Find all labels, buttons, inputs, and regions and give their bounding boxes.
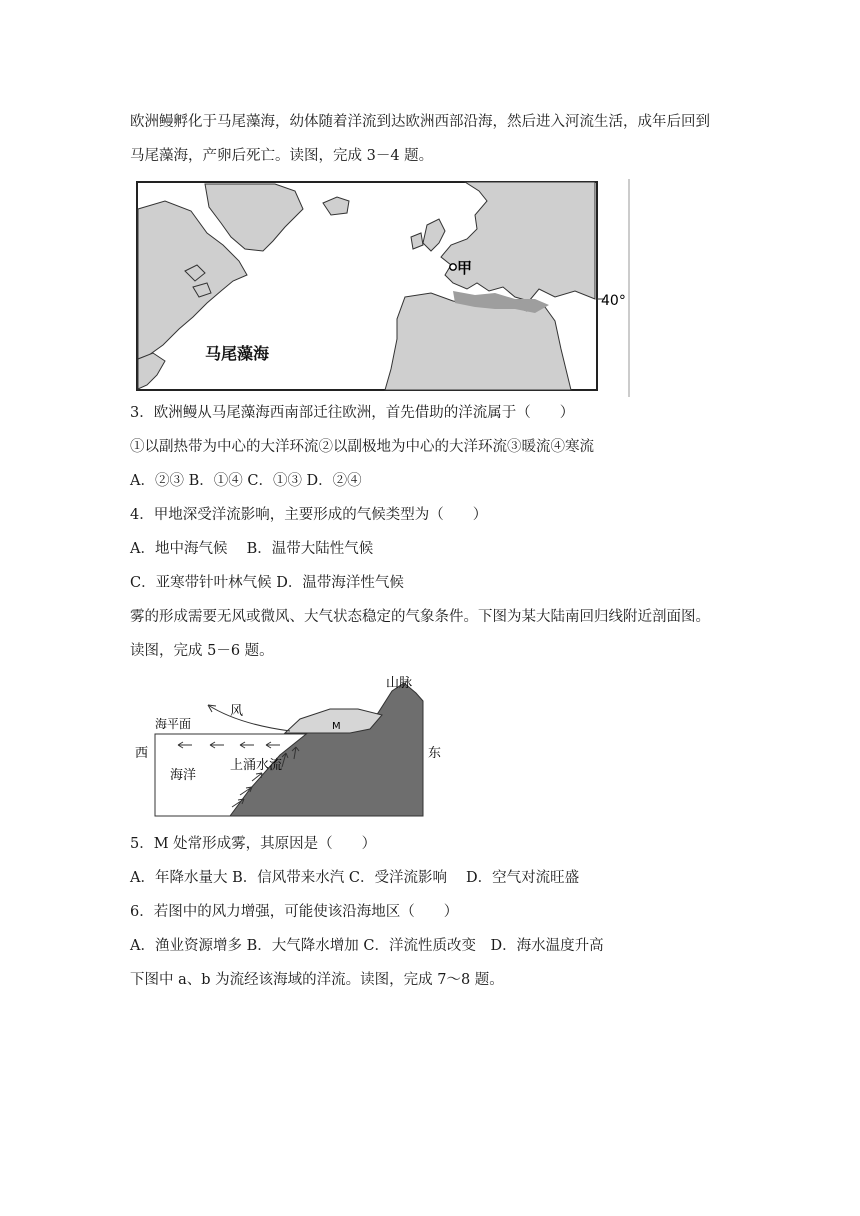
north-atlantic-map: [135, 179, 633, 397]
sargasso-sea-label: 马尾藻海: [205, 344, 270, 363]
intro-paragraph-line-2: 马尾藻海，产卵后死亡。读图，完成 3－4 题。: [130, 148, 434, 164]
point-jia-label: 甲: [457, 259, 473, 277]
question-4-options-line-2: C．亚寒带针叶林气候 D．温带海洋性气候: [130, 575, 404, 591]
intro-paragraph-line-1: 欧洲鳗孵化于马尾藻海，幼体随着洋流到达欧洲西部沿海，然后进入河流生活，成年后回到: [130, 114, 710, 130]
point-jia-marker: [450, 264, 456, 270]
wind-arrow: [208, 705, 290, 731]
wind-label: 风: [230, 704, 244, 719]
question-5-stem: 5．M 处常形成雾，其原因是（ ）: [130, 836, 377, 852]
question-3-options: A．②③ B．①④ C．①③ D．②④: [130, 473, 362, 489]
cross-section-diagram: [130, 669, 445, 819]
intro-3-line-1: 下图中 a、b 为流经该海域的洋流。读图，完成 7～8 题。: [130, 972, 504, 988]
west-label: 西: [135, 746, 149, 761]
question-6-stem: 6．若图中的风力增强，可能使该沿海地区（ ）: [130, 904, 459, 920]
latitude-40-label: 40°: [601, 293, 626, 309]
mountain-label: 山脉: [386, 676, 413, 691]
question-3-stem: 3．欧洲鳗从马尾藻海西南部迁往欧洲，首先借助的洋流属于（ ）: [130, 405, 575, 421]
intro-2-line-2: 读图，完成 5－6 题。: [130, 643, 274, 659]
intro-2-line-1: 雾的形成需要无风或微风、大气状态稳定的气象条件。下图为某大陆南回归线附近剖面图。: [130, 609, 710, 625]
question-3-statements: ①以副热带为中心的大洋环流②以副极地为中心的大洋环流③暖流④寒流: [130, 439, 594, 455]
upwelling-label: 上涌水流: [230, 758, 283, 773]
fog-m-label: M: [332, 721, 341, 732]
ocean-label: 海洋: [170, 768, 197, 783]
question-6-options: A．渔业资源增多 B．大气降水增加 C．洋流性质改变 D．海水温度升高: [130, 938, 604, 954]
question-5-options: A．年降水量大 B．信风带来水汽 C．受洋流影响 D．空气对流旺盛: [130, 870, 580, 886]
sea-level-label: 海平面: [155, 717, 192, 731]
east-label: 东: [428, 746, 442, 761]
question-4-stem: 4．甲地深受洋流影响，主要形成的气候类型为（ ）: [130, 507, 488, 523]
question-4-options-line-1: A．地中海气候 B．温带大陆性气候: [130, 541, 374, 557]
